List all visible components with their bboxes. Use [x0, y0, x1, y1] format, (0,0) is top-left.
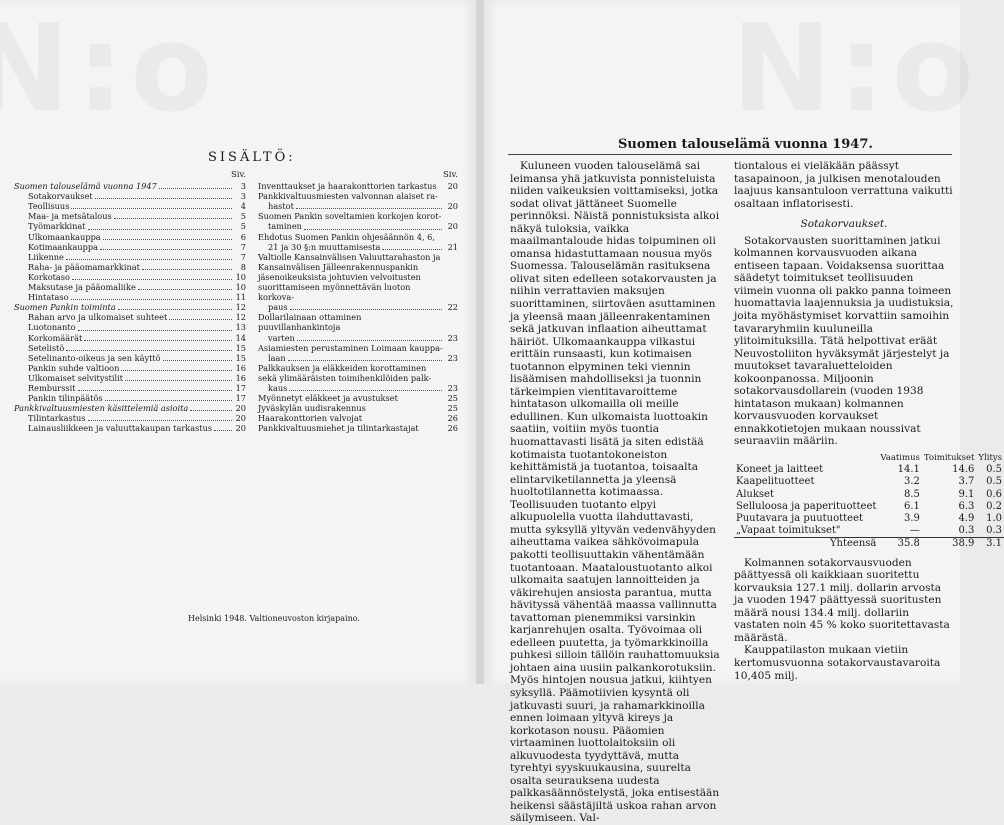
toc-entry-page: 26 — [447, 423, 458, 434]
toc-entry-title: Valtiolle Kansainvälisen Valuuttarahaston ja Kansainvälisen Jälleenrakennuspankin jäsenoikeuksista johtuvien velvoitusten suorittamiseen myönnettävän luoton korkova- — [258, 251, 441, 303]
toc-entry-page: 20 — [235, 423, 246, 434]
toc-entry-page: 14 — [235, 332, 246, 343]
table-row — [734, 489, 1004, 501]
toc-entry-page: 13 — [235, 322, 246, 333]
toc-entry-page: 8 — [240, 261, 246, 272]
toc-leader-dots — [72, 279, 232, 280]
toc-entry-continuation — [258, 221, 444, 231]
toc-leader-dots — [118, 309, 232, 310]
printer-imprint: Helsinki 1948. Valtioneuvoston kirjapaino. — [188, 614, 360, 623]
toc-entry-page: 20 — [235, 413, 246, 424]
toc-entry-page: 23 — [447, 382, 458, 393]
toc-entry — [14, 302, 246, 312]
table-cell: 3.9 — [904, 513, 920, 525]
toc-entry — [14, 201, 246, 211]
toc-entry-title: Luotonanto — [28, 322, 76, 333]
article-paragraph: Kauppatilaston mukaan vietiin kertomusvuonna sotakorvaustavaroita 10,405 milj. — [734, 644, 941, 682]
article-paragraph: Kolmannen sotakorvausvuoden päättyessä oli kaikkiaan suoritettu korvauksia 127.1 milj. dollarin arvosta ja vuoden 1947 päättyessä suoritusten määrä nousi 134.4 milj. dollariin vastaten noin 45 % koko suoritettavasta määrästä. — [734, 556, 950, 644]
toc-entry-title-cont: paus — [268, 302, 288, 313]
toc-entry-title: Työmarkkinat — [28, 221, 86, 232]
toc-leader-dots — [169, 319, 232, 320]
toc-entry-page: 23 — [447, 352, 458, 363]
toc-entry — [14, 363, 246, 373]
reparations-table — [734, 452, 1004, 551]
toc-leader-dots — [163, 360, 232, 361]
toc-leader-dots — [125, 380, 232, 381]
toc-entry-title: Pankkivaltuusmiehet ja tilintarkastajat — [258, 423, 419, 434]
toc-entry-continuation — [258, 302, 444, 312]
bleed-through-watermark — [731, 0, 980, 139]
toc-entry-page: 10 — [235, 282, 246, 293]
toc-entry — [258, 343, 458, 363]
article-paragraph: Sotakorvausten suorittaminen jatkui kolmannen korvausvuoden aikana entiseen tapaan. Voidaksensa suorittaa säädetyt toimitukset teollisuuden viimein vuonna oli pakko panna toimeen huomattavia laajennuksia ja uudistuksia, joita myöhästymiset korvattiin samoihin tavararyhmiin kuuluneilla ylitoimituksilla. Tätä helpottivat eräät Neuvostoliiton hyväksymät järjestelyt ja muutokset tavaraluetteloiden kokoonpanossa. Miljoonin sotakorvausdollarein (vuoden 1938 hintatason mukaan) kolmannen korvausvuoden korvaukset ennakkotietojen mukaan noussivat seuraaviin määriin. — [734, 234, 954, 448]
toc-entry — [14, 262, 246, 272]
toc-entry — [14, 282, 246, 292]
toc-entry-title-cont: laan — [268, 352, 286, 363]
toc-entry-title: Ulkomaankauppa — [28, 231, 101, 242]
table-cell: 6.1 — [904, 500, 920, 512]
toc-entry-title-cont: varten — [268, 332, 295, 343]
table-cell: — — [909, 525, 920, 537]
toc-entry-page: 20 — [447, 181, 458, 192]
toc-entry — [14, 272, 246, 282]
toc-entry-page: 22 — [447, 302, 458, 313]
table-row-label: „Vapaat toimitukset" — [736, 525, 841, 537]
toc-entry-page: 26 — [447, 413, 458, 424]
table-cell: 0.3 — [958, 525, 975, 537]
toc-entry-title: Palkkauksen ja eläkkeiden korottaminen sekä ylimääräisten toimihenkilöiden palk- — [258, 362, 432, 383]
toc-entry-page: 15 — [235, 352, 246, 363]
toc-entry-title-cont: kaus — [268, 382, 288, 393]
toc-leader-dots — [290, 309, 442, 310]
toc-leader-dots — [71, 299, 232, 300]
toc-entry-page: 3 — [240, 181, 246, 192]
toc-leader-dots — [103, 239, 232, 240]
toc-entry-title: Myönnetyt eläkkeet ja avustukset — [258, 393, 398, 404]
toc-entry-page: 17 — [235, 393, 246, 404]
article-heading: Suomen talouselämä vuonna 1947. — [618, 137, 873, 152]
toc-leader-dots — [71, 208, 232, 209]
toc-entry — [14, 373, 246, 383]
toc-leader-dots — [105, 400, 232, 401]
toc-leader-dots — [78, 330, 232, 331]
toc-page-label: Siv. — [230, 170, 246, 180]
toc-entry-title: Raha- ja pääomamarkkinat — [28, 261, 140, 272]
table-cell: 6.3 — [958, 500, 975, 512]
toc-leader-dots — [289, 390, 442, 391]
toc-entry-title: Teollisuus — [28, 201, 70, 212]
toc-entry-title: Suomen Pankin toiminta — [14, 302, 116, 313]
toc-entry — [258, 191, 458, 211]
toc-entry-title: Suomen talouselämä vuonna 1947 — [14, 181, 157, 192]
section-subheading: Sotakorvaukset. — [800, 218, 888, 231]
toc-entry — [14, 403, 246, 413]
table-cell: 8.5 — [904, 488, 920, 500]
toc-entry-title: Pankin suhde valtioon — [28, 362, 120, 373]
table-row-label: Koneet ja laitteet — [736, 464, 824, 476]
table-cell: 0.6 — [986, 488, 1003, 500]
toc-leader-dots — [121, 370, 232, 371]
table-header-blank — [734, 452, 878, 464]
table-row — [734, 476, 1004, 488]
table-cell: 14.1 — [897, 464, 920, 476]
toc-entry — [14, 211, 246, 221]
toc-leader-dots — [190, 410, 232, 411]
table-cell: 35.8 — [878, 538, 922, 551]
toc-column-1 — [14, 170, 246, 433]
table-row-label: Alukset — [736, 488, 774, 500]
table-cell: 0.2 — [986, 500, 1003, 512]
toc-entry-page: 25 — [447, 403, 458, 414]
article-paragraph: Kuluneen vuoden talouselämä sai leimansa yhä jatkuvista ponnisteluista niiden vaikeuksien voittamiseksi, jotka sodat olivat jättäneet Suomelle perinnöksi. Näistä ponnistuksista alkoi näkyä tuloksia, vaikka maailmantaloude hidas toipuminen oli omansa hidastuttamaan nousua myös Suomessa. Talouselämän rasituksena olivat siten edelleen sotakorvausten ja niihin verrattavien maksujen suorittaminen, siirtoväen asuttaminen ja yleensä maan jälleenrakentaminen sekä jatkuvan inflaation aiheuttamat häiriöt. Ulkomaankauppa vilkastui erittäin runsaasti, kun kotimaisen tuotannon elpyminen teki viennin lisäämisen mahdolliseksi ja tuonnin tärkeimpien vientitavaroitteme hintatason ulkomailla oli meille edullinen. Kun ulkomaista luottoakin saatiin, voitiin myös tuontia huomattavasti lisätä ja siten edistää kotimaista tuotantokoneiston kehittämistä ja tuotantoa, toisaalta elintarviketilannetta ja yleensä huoltotilannetta kotimaassa. Teollisuuden tuotanto elpyi alkupuolella vuotta ilahduttavasti, mutta syksyllä yltyvän vedenvähyyden aiheuttama vaikea sähkövoimapula pakotti teollisuuttakin vähentämään tuotantoaan. Maataloustuotanto alkoi ulkomaita saatujen lannoitteiden ja väkirehujen ansiosta parantua, mutta hävityssä vähentää maassa vallinnutta tavattoman pienemmiksi varsinkin karjanrehujen osalta. Työvoimaa oli edelleen puutetta, ja työmarkkinoilla puhkesi silloin tällöin rauhattomuuksia johtaen aina uusiin palkankorotuksiin. Myös hintojen nousua jatkui, kiihtyen syksyllä. Päämotiivien kysyntä oli jatkuvasti suuri, ja rahamarkkinoilla ennen loimaan yltyvä kireys ja korkotason nousu. Pääomien virtaaminen luottolaitoksiin oli alkuvuodesta tyydyttävä, mutta tyrehtyi syyskuukausina, suurelta osalta seurauksena uudesta palkkasäännöstelystä, joka entisestään heikensi säästäjiltä uskoa rahan arvon säilymiseen. Val- — [510, 160, 720, 825]
article-paragraph: tiontalous ei vieläkään päässyt tasapainoon, ja julkisen menotalouden laajuus kansantuloon verrattuna vaikutti osaltaan inflatorisesti. — [734, 160, 953, 210]
toc-entry-continuation — [258, 353, 444, 363]
toc-entry-title: Maksutase ja pääomaliike — [28, 282, 136, 293]
heading-rule — [508, 154, 952, 155]
toc-leader-dots — [88, 420, 233, 421]
table-total-row — [734, 538, 1004, 551]
toc-entry-continuation — [258, 242, 444, 252]
table-cell: 0.5 — [986, 476, 1003, 488]
toc-entry-title: Tilintarkastus — [28, 413, 86, 424]
toc-entry — [258, 181, 458, 191]
table-row — [734, 513, 1004, 525]
table-cell: 3.7 — [958, 476, 975, 488]
toc-entry-page: 16 — [235, 372, 246, 383]
toc-entry-continuation — [258, 383, 444, 393]
toc-entry — [258, 363, 458, 393]
toc-entry — [14, 232, 246, 242]
toc-entry-page: 23 — [447, 332, 458, 343]
toc-entry-page: 7 — [240, 251, 246, 262]
toc-leader-dots — [95, 198, 232, 199]
toc-leader-dots — [66, 259, 232, 260]
toc-entry-title: Inventtaukset ja haarakonttorien tarkastus — [258, 181, 437, 192]
toc-entry — [258, 211, 458, 231]
toc-entry-title: Ehdotus Suomen Pankin ohjesäännön 4, 6, — [258, 231, 435, 242]
toc-entry-title: Sotakorvaukset — [28, 191, 93, 202]
table-row — [734, 525, 1004, 538]
toc-entry-title: Haarakonttorien valvojat — [258, 413, 363, 424]
toc-leader-dots — [138, 289, 232, 290]
toc-leader-dots — [88, 229, 232, 230]
toc-entry-page: 3 — [240, 191, 246, 202]
table-header-row — [734, 452, 1004, 464]
table-cell: 3.1 — [976, 538, 1004, 551]
toc-entry — [14, 413, 246, 423]
toc-entry — [14, 242, 246, 252]
toc-entry — [14, 191, 246, 201]
toc-entry-page: 12 — [235, 312, 246, 323]
table-row-label: Kaapelituotteet — [736, 476, 815, 488]
table-cell: 0.5 — [986, 464, 1003, 476]
table-row-label: Puutavara ja puutuotteet — [736, 513, 864, 525]
toc-entry-title: Lainausliikkeen ja valuuttakaupan tarkastus — [28, 423, 213, 434]
toc-entry-title: Korkomäärät — [28, 332, 83, 343]
toc-entry-title: Jyväskylän uudisrakennus — [258, 403, 366, 414]
toc-entry — [258, 403, 458, 413]
toc-leader-dots — [159, 188, 232, 189]
toc-entry-page: 21 — [447, 241, 458, 252]
table-cell: 14.6 — [952, 464, 975, 476]
table-header-requirement: Vaatimus — [880, 453, 920, 464]
toc-title: SISÄLTÖ: — [208, 150, 296, 165]
toc-entry-page: 5 — [240, 211, 246, 222]
toc-leader-dots — [214, 430, 232, 431]
table-cell: 0.3 — [986, 525, 1003, 537]
toc-leader-dots — [100, 249, 232, 250]
toc-entry-title: Ulkomaiset selvitystilit — [28, 372, 124, 383]
toc-entry-page: 6 — [240, 231, 246, 242]
toc-entry-title: Liikenne — [28, 251, 64, 262]
table-header-surplus: Ylitys — [978, 453, 1003, 464]
toc-entry-page: 11 — [235, 292, 246, 303]
table-row — [734, 464, 1004, 476]
toc-entry-page: 5 — [240, 221, 246, 232]
toc-leader-dots — [84, 340, 232, 341]
toc-entry-title: Pankkivaltuusmiesten käsittelemiä asioita — [14, 403, 189, 414]
toc-entry-page: 16 — [235, 362, 246, 373]
toc-entry — [258, 393, 458, 403]
toc-leader-dots — [296, 208, 442, 209]
toc-entry-title: Maa- ja metsätalous — [28, 211, 112, 222]
toc-entry-continuation — [258, 333, 444, 343]
toc-page-label: Siv. — [442, 170, 458, 180]
table-cell: 1.0 — [986, 513, 1003, 525]
toc-entry-title: Setelinanto-oikeus ja sen käyttö — [28, 352, 161, 363]
toc-leader-dots — [304, 229, 442, 230]
table-cell: 3.2 — [904, 476, 920, 488]
toc-entry-title: Korkotaso — [28, 271, 70, 282]
toc-entry — [14, 312, 246, 322]
article-column-left — [510, 160, 722, 825]
toc-entry-page: 20 — [447, 201, 458, 212]
toc-leader-dots — [114, 218, 232, 219]
toc-entry — [14, 252, 246, 262]
toc-entry-title-cont: hastot — [268, 201, 294, 212]
toc-entry-page: 15 — [235, 342, 246, 353]
table-total-label: Yhteensä — [734, 538, 878, 551]
toc-entry — [14, 383, 246, 393]
toc-entry-page: 4 — [240, 201, 246, 212]
table-header-deliveries: Toimitukset — [923, 453, 975, 464]
toc-leader-dots — [142, 269, 232, 270]
toc-entry-page: 17 — [235, 382, 246, 393]
toc-entry — [14, 353, 246, 363]
toc-entry-title: Setelistö — [28, 342, 65, 353]
toc-entry — [14, 322, 246, 332]
toc-entry — [258, 252, 458, 313]
toc-entry-title: Rahan arvo ja ulkomaiset suhteet — [28, 312, 168, 323]
table-cell: 9.1 — [958, 488, 975, 500]
toc-leader-dots — [78, 390, 232, 391]
toc-entry-page: 20 — [447, 221, 458, 232]
toc-entry — [14, 221, 246, 231]
toc-entry-title: Hintataso — [28, 292, 69, 303]
toc-leader-dots — [66, 350, 232, 351]
toc-entry-title: Dollarilainaan ottaminen puuvillanhankintoja — [258, 312, 362, 333]
article-column-right — [734, 160, 1003, 682]
toc-entry — [14, 393, 246, 403]
toc-entry-title: Suomen Pankin soveltamien korkojen korot- — [258, 211, 442, 222]
toc-entry — [258, 312, 458, 342]
table-row-label: Selluloosa ja paperituotteet — [736, 500, 877, 512]
toc-leader-dots — [288, 360, 442, 361]
left-page — [0, 0, 476, 684]
toc-entry-title-cont: 21 ja 30 §:n muuttamisesta — [268, 241, 381, 252]
toc-leader-dots — [297, 340, 442, 341]
toc-entry-title: Asiamiesten perustaminen Loimaan kauppa- — [258, 342, 443, 353]
table-cell: 38.9 — [922, 538, 976, 551]
toc-entry-title-cont: taminen — [268, 221, 302, 232]
toc-entry-page: 20 — [235, 403, 246, 414]
toc-entry — [14, 181, 246, 191]
book-gutter — [476, 0, 484, 684]
toc-entry-continuation — [258, 201, 444, 211]
toc-entry — [14, 292, 246, 302]
toc-entry-title: Pankin tilinpäätös — [28, 393, 103, 404]
bleed-through-watermark — [0, 0, 219, 139]
toc-entry-title: Remburssit — [28, 382, 76, 393]
toc-entry — [14, 423, 246, 433]
toc-entry-page: 25 — [447, 393, 458, 404]
toc-entry-title: Pankkivaltuusmiesten valvonnan alaiset ra- — [258, 191, 438, 202]
toc-entry — [14, 333, 246, 343]
toc-column-2 — [258, 170, 458, 433]
table-row — [734, 501, 1004, 513]
table-cell: 4.9 — [958, 513, 975, 525]
toc-entry — [258, 423, 458, 433]
toc-entry-title: Kotimaankauppa — [28, 241, 99, 252]
toc-entry — [14, 343, 246, 353]
toc-entry — [258, 413, 458, 423]
toc-entry-page: 10 — [235, 271, 246, 282]
toc-leader-dots — [382, 249, 442, 250]
toc-entry — [258, 232, 458, 252]
toc-entry-page: 12 — [235, 302, 246, 313]
toc-entry-page: 7 — [240, 241, 246, 252]
